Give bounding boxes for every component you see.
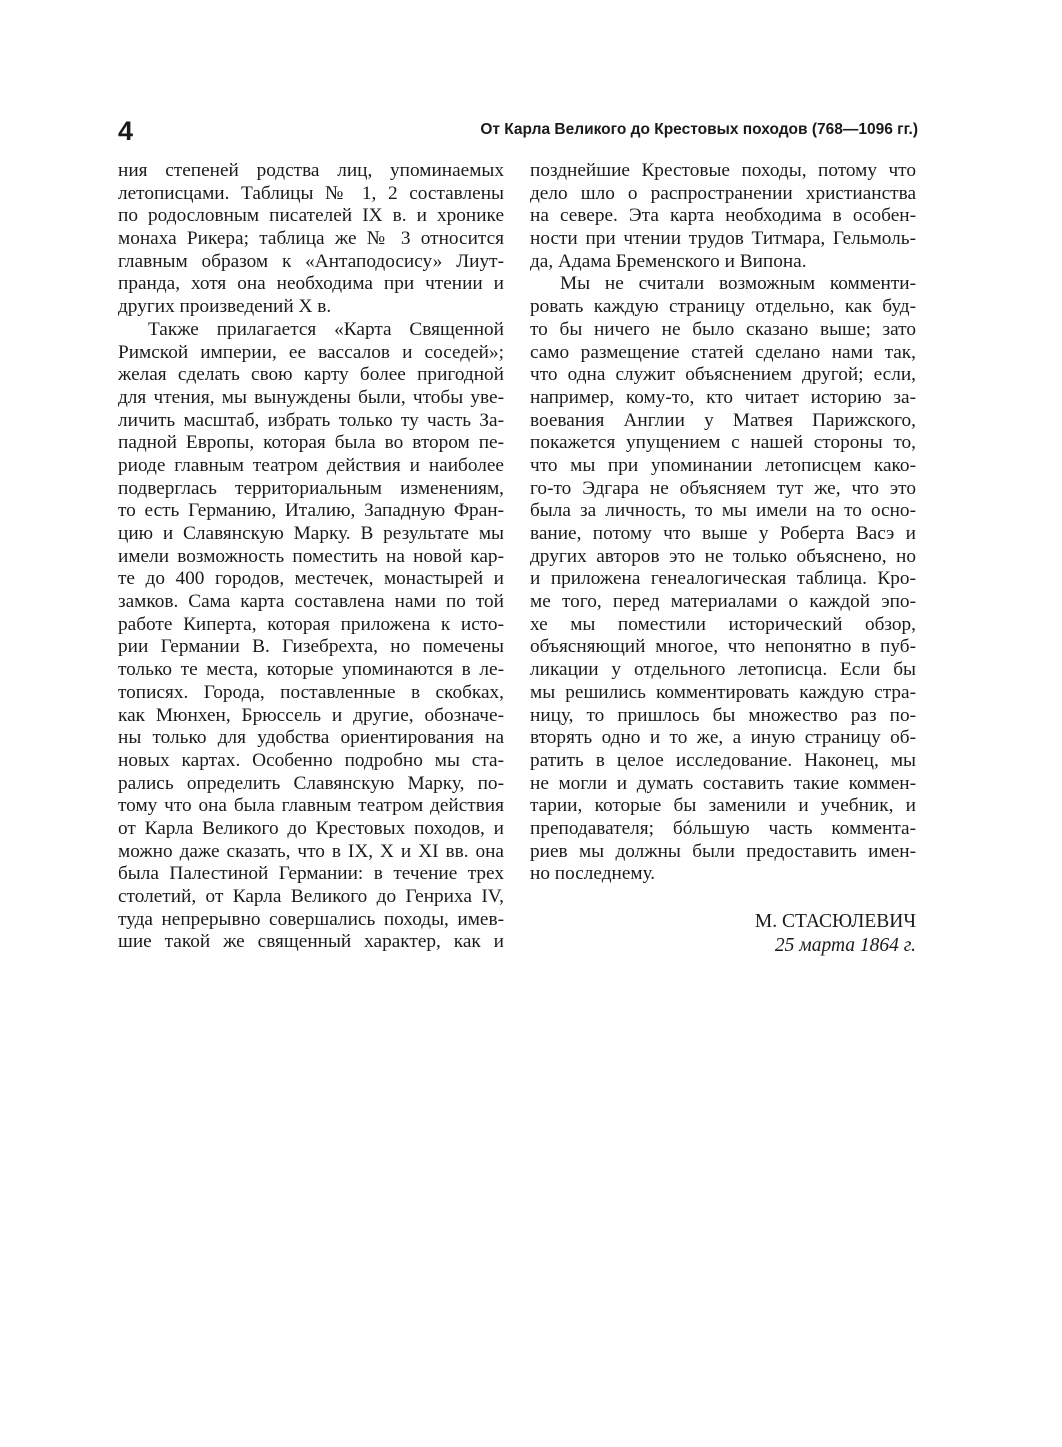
text-line: го-то Эдгара не объясняем тут же, что это	[530, 477, 916, 499]
text-line: падной Европы, которая была во втором пе-	[118, 432, 504, 454]
page-number: 4	[118, 116, 134, 146]
text-line: ния степеней родства лиц, упоминаемых	[118, 160, 504, 181]
text-line: то есть Германию, Италию, Западную Фран-	[118, 500, 504, 522]
text-line: была за личность, то мы имели на то осно-	[530, 500, 916, 522]
text-line: рии Германии В. Гизебрехта, но помечены	[118, 636, 504, 658]
text-line: да, Адама Бременского и Випона.	[530, 250, 807, 272]
text-line: желая сделать свою карту более пригодной	[118, 364, 504, 386]
text-line: подверглась территориальным изменениям,	[118, 477, 504, 499]
text-line: позднейшие Крестовые походы, потому что	[530, 160, 916, 181]
text-line: была Палестиной Германии: в течение трех	[118, 863, 504, 885]
text-line: столетий, от Карла Великого до Генриха IV,	[118, 886, 504, 907]
text-line: пранда, хотя она необходима при чтении и	[118, 273, 504, 295]
text-line: ны только для удобства ориентирования на	[118, 727, 504, 749]
text-line: хе мы поместили исторический обзор,	[530, 613, 916, 635]
running-head: От Карла Великого до Крестовых походов (768—1096 гг.)	[480, 121, 918, 138]
text-line: воевания Англии у Матвея Парижского,	[530, 409, 916, 431]
text-line: шие такой же священный характер, как и	[118, 931, 504, 953]
text-line: имели возможность поместить на новой кар-	[118, 545, 504, 567]
text-line: туда непрерывно совершались походы, имев-	[118, 908, 504, 930]
signature-name: М. СТАСЮЛЕВИЧ	[754, 911, 916, 932]
text-line: только те места, которые упоминаются в ле-	[118, 659, 504, 681]
text-line: других произведений X в.	[118, 296, 332, 318]
text-line: Римской империи, ее вассалов и соседей»;	[118, 341, 504, 363]
text-line: дело шло о распространении христианства	[530, 182, 916, 204]
text-line: рались определить Славянскую Марку, по-	[118, 772, 504, 794]
text-line: работе Киперта, которая приложена к исто-	[118, 613, 504, 635]
text-line: ности при чтении трудов Титмара, Гельмоль-	[530, 228, 916, 250]
text-line: тарии, которые бы заменили и учебник, и	[530, 795, 916, 817]
text-line: монаха Рикера; таблица же № 3 относится	[118, 228, 504, 250]
text-line: но последнему.	[530, 863, 656, 885]
text-line: Мы не считали возможным комменти-	[560, 273, 916, 295]
text-line: Также прилагается «Карта Священной	[148, 318, 504, 340]
text-line: летописцами. Таблицы № 1, 2 составлены	[118, 182, 504, 204]
text-line: можно даже сказать, что в IX, X и XI вв. она	[118, 840, 504, 862]
text-line: вторять одно и то же, а иную страницу об-	[530, 727, 916, 749]
page-header	[118, 112, 918, 148]
text-line: ратить в целое исследование. Наконец, мы	[530, 749, 916, 771]
text-line: по родословным писателей IX в. и хронике	[118, 205, 504, 227]
text-line: цию и Славянскую Марку. В результате мы	[118, 523, 504, 544]
text-line: замков. Сама карта составлена нами по той	[118, 591, 504, 613]
signature-date: 25 марта 1864 г.	[774, 935, 916, 956]
text-line: других авторов это не только объяснено, но	[530, 545, 916, 567]
text-line: преподавателя; бóльшую часть коммента-	[530, 817, 916, 839]
text-line: риоде главным театром действия и наиболее	[118, 454, 504, 476]
left-text-column	[118, 160, 504, 954]
text-line: покажется упущением с нашей стороны то,	[530, 432, 916, 454]
text-line: тому что она была главным театром действия	[118, 795, 504, 817]
text-line: ницу, то пришлось бы множество раз по-	[530, 704, 916, 726]
text-line: ровать каждую страницу отдельно, как буд-	[530, 296, 916, 318]
right-text-column	[530, 160, 916, 886]
text-line: тописях. Города, поставленные в скобках,	[118, 681, 504, 703]
text-line: новых картах. Особенно подробно мы ста-	[118, 749, 504, 771]
text-line: объясняющий многое, что непонятно в пуб-	[530, 636, 916, 658]
text-line: как Мюнхен, Брюссель и другие, обозначе-	[118, 704, 504, 726]
text-line: от Карла Великого до Крестовых походов, и	[118, 817, 504, 839]
text-line: ме того, перед материалами о каждой эпо-	[530, 591, 916, 613]
text-line: само размещение статей сделано нами так,	[530, 341, 916, 363]
text-line: на севере. Эта карта необходима в особен-	[530, 205, 916, 227]
text-line: ликации у отдельного летописца. Если бы	[530, 659, 916, 681]
text-line: и приложена генеалогическая таблица. Кро-	[530, 568, 916, 590]
text-line: мы решились комментировать каждую стра-	[530, 681, 916, 703]
text-line: те до 400 городов, местечек, монастырей и	[118, 568, 504, 590]
text-line: то бы ничего не было сказано выше; зато	[530, 318, 916, 340]
text-line: вание, потому что выше у Роберта Васэ и	[530, 523, 916, 544]
text-line: риев мы должны были предоставить имен-	[530, 840, 916, 862]
text-line: например, кому-то, кто читает историю за-	[530, 386, 916, 408]
text-line: что мы при упоминании летописцем како-	[530, 454, 916, 476]
text-line: для чтения, мы вынуждены были, чтобы уве-	[118, 386, 504, 408]
text-line: что одна служит объяснением другой; если,	[530, 364, 916, 386]
text-line: главным образом к «Антаподосису» Лиут-	[118, 250, 504, 272]
signature-block	[530, 910, 916, 958]
text-line: личить масштаб, избрать только ту часть За-	[118, 409, 504, 431]
text-line: не могли и думать составить такие коммен-	[530, 772, 916, 794]
